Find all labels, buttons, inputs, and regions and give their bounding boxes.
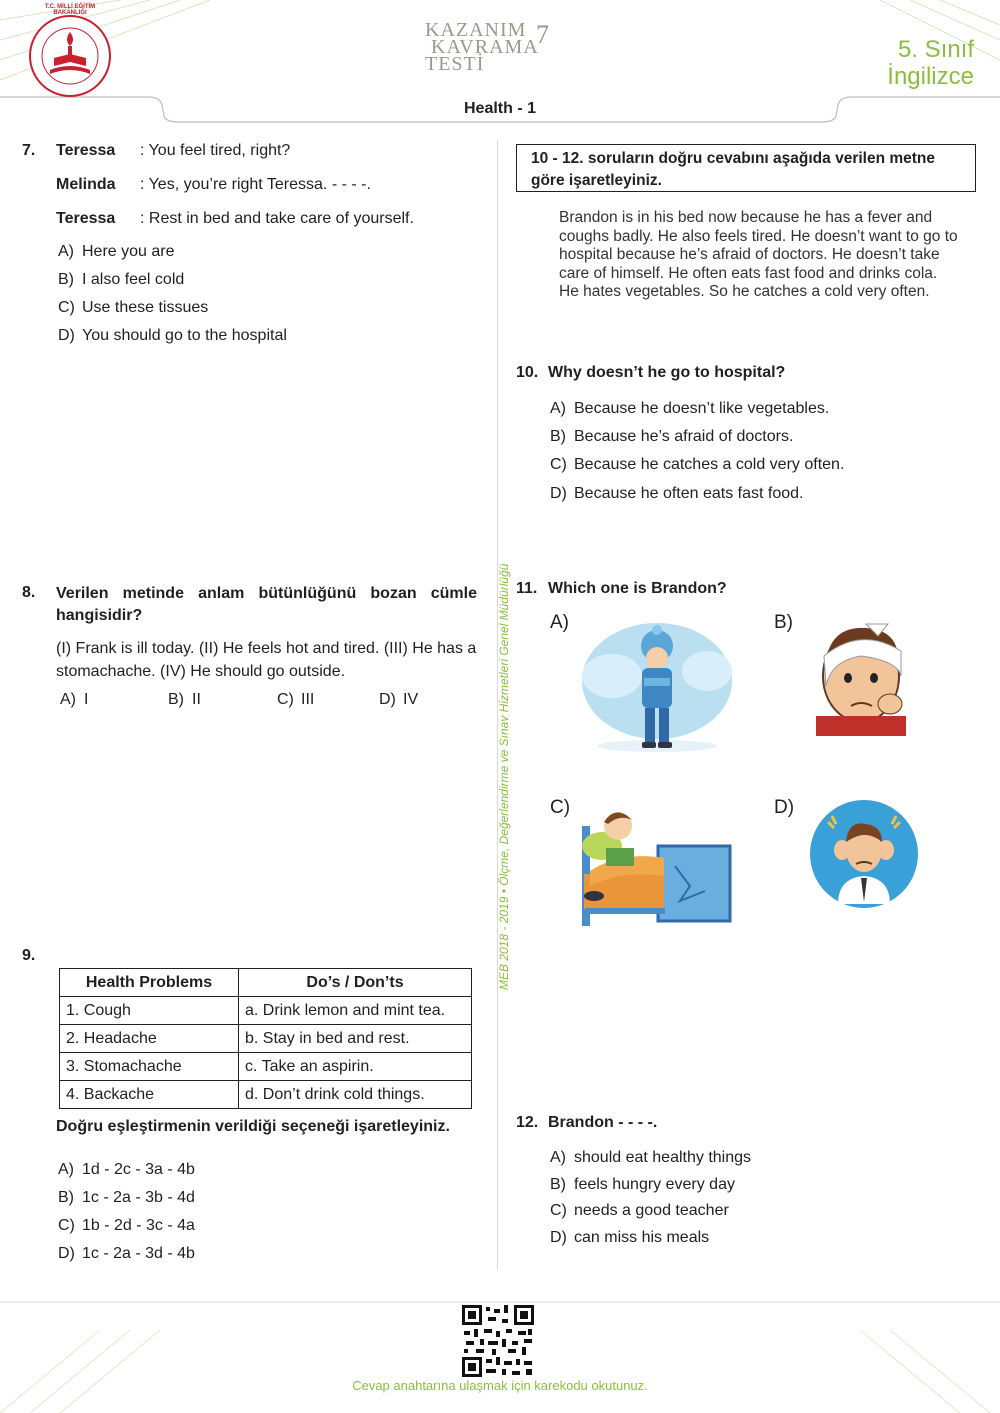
table-row [60,1025,472,1053]
option-letter: D) [379,691,396,708]
q7-line-text: : Rest in bed and take care of yourself. [140,210,414,227]
option-text: You should go to the hospital [82,327,287,344]
option-text: Because he doesn’t like vegetables. [574,400,830,417]
option-text: can miss his meals [574,1229,710,1246]
q10-option-b[interactable] [550,428,793,446]
option-letter: A) [550,1149,566,1166]
option-letter: C) [550,456,567,473]
side-caption: MEB 2018 - 2019 • Ölçme, Değerlendirme ve Sınav Hizmetleri Genel Müdürlüğü [497,563,511,990]
option-letter: A) [60,691,76,708]
q10-option-d[interactable] [550,485,804,503]
q10-question: Why doesn’t he go to hospital? [548,364,786,381]
reading-instruction: 10 - 12. soruların doğru cevabını aşağıda verilen metne göre işaretleyiniz. [516,144,976,192]
option-letter: A) [58,1161,74,1178]
option-letter: A) [550,400,566,417]
table-cell: a. Drink lemon and mint tea. [239,997,472,1025]
reading-passage: Brandon is in his bed now because he has a fever and coughs badly. He also feels tired. He doesn’t want to go to hospital because he’s afraid of doctors. He doesn’t take care of himself. He often eats fast food and drinks cola. He hates vegetables. So he catches a cold very often. [559,209,958,300]
table-row [60,1053,472,1081]
grade-label: 5. Sınıf [897,36,974,63]
option-text: needs a good teacher [574,1202,729,1219]
q7-option-c[interactable] [58,299,208,317]
subject-label: İngilizce [887,63,974,90]
table-cell: 4. Backache [60,1081,239,1109]
logo-text: T.C. MİLLİ EĞİTİM BAKANLIĞI [44,4,96,16]
grade-subject [887,36,974,90]
q7-option-d[interactable] [58,327,287,345]
option-letter: C) [550,1202,567,1219]
q11-number: 11. [516,580,538,597]
option-text: II [192,691,201,708]
q9-option-b[interactable] [58,1189,195,1207]
q7-speaker: Teressa [56,142,116,159]
table-cell: b. Stay in bed and rest. [239,1025,472,1053]
q7-number: 7. [22,142,36,159]
q12-option-b[interactable] [550,1176,735,1194]
q11-option-c-letter[interactable]: C) [550,797,571,818]
q7-option-a[interactable] [58,243,175,261]
q10-option-c[interactable] [550,456,844,474]
q10-number: 10. [516,364,539,381]
q12-question: Brandon - - - -. [548,1114,658,1131]
q7-dialogue-line [56,175,371,195]
option-text: Because he’s afraid of doctors. [574,428,794,445]
q10-option-a[interactable] [550,400,829,418]
test-title [425,19,539,75]
option-text: III [301,691,315,708]
table-header-row [60,969,472,997]
option-letter: B) [58,271,74,288]
q7-option-b[interactable] [58,271,184,289]
q7-speaker: Teressa [56,210,116,227]
option-text: 1c - 2a - 3d - 4b [82,1245,195,1262]
option-text: I [84,691,89,708]
health-table [59,968,472,1109]
q12-option-c[interactable] [550,1202,729,1220]
option-letter: B) [550,1176,566,1193]
q12-option-d[interactable] [550,1229,709,1247]
option-text: Because he often eats fast food. [574,485,804,502]
q8-option-c[interactable] [277,691,314,709]
q8-option-d[interactable] [379,691,418,709]
q8-number: 8. [22,584,36,601]
option-text: 1c - 2a - 3b - 4d [82,1189,195,1206]
headache-man-image[interactable] [808,798,920,910]
q7-line-text: : You feel tired, right? [140,142,291,159]
option-letter: A) [58,243,74,260]
option-letter: C) [58,1217,75,1234]
test-title-line-1: KAZANIM [425,19,527,41]
option-letter: C) [277,691,294,708]
qr-caption: Cevap anahtarına ulaşmak için karekodu okutunuz. [352,1378,648,1393]
option-text: 1b - 2d - 3c - 4a [82,1217,195,1234]
option-letter: B) [58,1189,74,1206]
q9-option-a[interactable] [58,1161,195,1179]
q9-option-c[interactable] [58,1217,195,1235]
column-header: Do’s / Don’ts [239,969,472,997]
option-letter: D) [58,1245,75,1262]
option-text: should eat healthy things [574,1149,752,1166]
table-cell: 3. Stomachache [60,1053,239,1081]
q8-option-a[interactable] [60,691,88,709]
q11-option-d-letter[interactable]: D) [774,797,795,818]
test-title-line-3: TESTİ [425,53,485,75]
option-text: Here you are [82,243,175,260]
option-letter: B) [550,428,566,445]
option-letter: B) [168,691,184,708]
q8-text: (I) Frank is ill today. (II) He feels hot and tired. (III) He has a stomachache. (IV) He should go outside. [56,640,477,680]
q11-question: Which one is Brandon? [548,580,727,597]
column-header: Health Problems [60,969,239,997]
table-row [60,1081,472,1109]
q12-option-a[interactable] [550,1149,751,1167]
cold-boy-image[interactable] [582,616,732,756]
q7-speaker: Melinda [56,176,116,193]
table-cell: 1. Cough [60,997,239,1025]
q7-dialogue-line [56,141,290,161]
option-text: Because he catches a cold very often. [574,456,845,473]
q9-instruction: Doğru eşleştirmenin verildiği seçeneği işaretleyiniz. [56,1118,450,1135]
q7-dialogue-line [56,209,414,229]
toothache-man-image[interactable] [806,616,916,736]
q8-question: Verilen metinde anlam bütünlüğünü bozan cümle hangisidir? [56,585,477,624]
sick-boy-in-bed-image[interactable] [580,796,735,928]
option-text: 1d - 2c - 3a - 4b [82,1161,195,1178]
test-number: 7 [536,20,549,49]
q8-option-b[interactable] [168,691,201,709]
option-letter: D) [550,485,567,502]
meb-logo [28,14,112,98]
option-letter: C) [58,299,75,316]
q9-option-d[interactable] [58,1245,195,1263]
q9-number: 9. [22,947,36,964]
q7-line-text: : Yes, you’re right Teressa. - - - -. [140,176,371,193]
table-cell: d. Don’t drink cold things. [239,1081,472,1109]
option-text: I also feel cold [82,271,185,288]
table-cell: 2. Headache [60,1025,239,1053]
unit-title: Health - 1 [463,100,536,117]
option-text: feels hungry every day [574,1176,735,1193]
qr-code[interactable] [462,1305,534,1377]
table-cell: c. Take an aspirin. [239,1053,472,1081]
table-row [60,997,472,1025]
option-text: IV [403,691,419,708]
q12-number: 12. [516,1114,539,1131]
q11-option-a-letter[interactable]: A) [550,612,569,633]
test-title-line-2: KAVRAMA [431,36,539,58]
option-text: Use these tissues [82,299,209,316]
q11-option-b-letter[interactable]: B) [774,612,793,633]
option-letter: D) [58,327,75,344]
option-letter: D) [550,1229,567,1246]
